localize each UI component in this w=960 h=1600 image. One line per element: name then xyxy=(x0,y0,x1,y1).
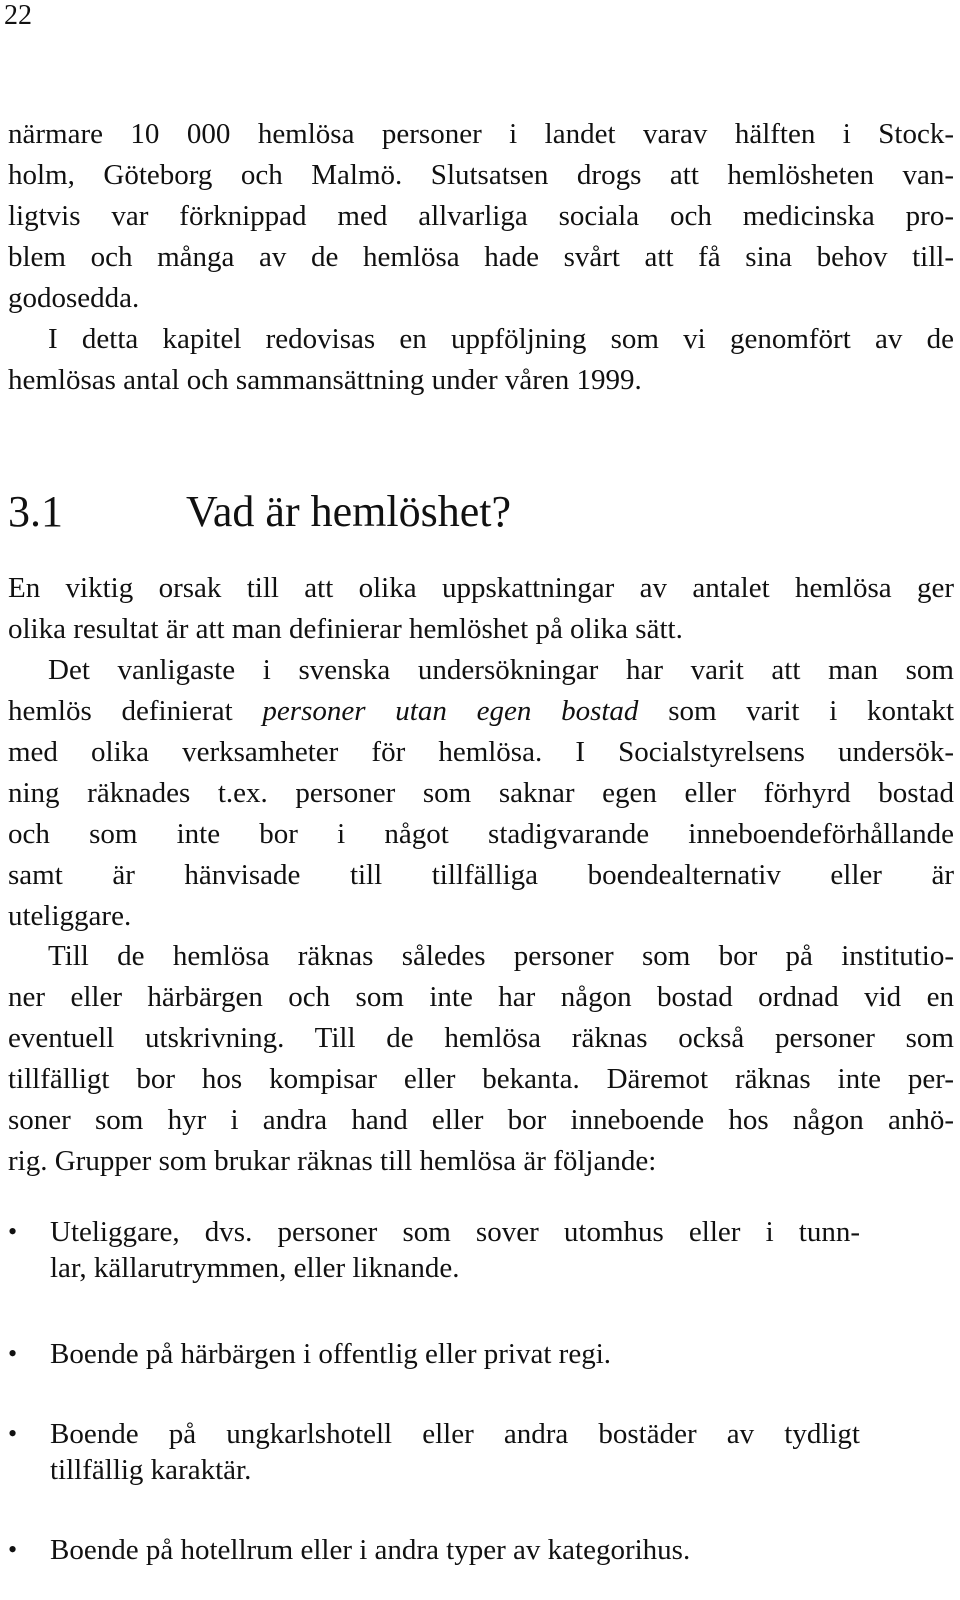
page-number: 22 xyxy=(4,0,32,31)
text-line: ning räknades t.ex. personer som saknar egen eller förhyrd bostad xyxy=(8,777,954,809)
text-line: rig. Grupper som brukar räknas till hemlösa är följande: xyxy=(8,1145,657,1177)
text-line-with-emphasis xyxy=(8,691,954,732)
text-line: närmare 10 000 hemlösa personer i landet varav hälften i Stock- xyxy=(8,118,954,150)
text-line: En viktig orsak till att olika uppskattningar av antalet hemlösa ger xyxy=(8,572,954,604)
list-item-text: tillfällig karaktär. xyxy=(50,1454,252,1486)
section-heading xyxy=(8,484,511,540)
text-line: eventuell utskrivning. Till de hemlösa räknas också personer som xyxy=(8,1022,954,1054)
text-segment: som varit i kontakt xyxy=(638,695,955,727)
text-line: godosedda. xyxy=(8,282,140,314)
text-segment: hemlös definierat xyxy=(8,695,263,727)
text-line: med olika verksamheter för hemlösa. I Socialstyrelsens undersök- xyxy=(8,736,954,768)
paragraph-1 xyxy=(8,114,954,319)
text-line: blem och många av de hemlösa hade svårt att få sina behov till- xyxy=(8,241,954,273)
bullet-icon: • xyxy=(8,1339,18,1368)
list-item-text: Boende på hotellrum eller i andra typer av kategorihus. xyxy=(50,1534,691,1566)
paragraph-2 xyxy=(8,319,954,401)
emphasis-text: personer utan egen bostad xyxy=(262,695,639,727)
bullet-icon: • xyxy=(8,1419,18,1448)
text-line: samt är hänvisade till tillfälliga boendealternativ eller är xyxy=(8,859,954,891)
text-line: uteliggare. xyxy=(8,900,132,932)
text-line: olika resultat är att man definierar hemlöshet på olika sätt. xyxy=(8,613,683,645)
paragraph-3 xyxy=(8,568,954,650)
text-line: Till de hemlösa räknas således personer som bor på institutio- xyxy=(48,940,954,972)
bullet-icon: • xyxy=(8,1535,18,1564)
text-line: holm, Göteborg och Malmö. Slutsatsen drogs att hemlösheten van- xyxy=(8,159,954,191)
bullet-icon: • xyxy=(8,1217,18,1246)
section-number: 3.1 xyxy=(8,487,63,536)
text-line: hemlösas antal och sammansättning under våren 1999. xyxy=(8,364,642,396)
text-line: och som inte bor i något stadigvarande inneboendeförhållande xyxy=(8,818,954,850)
list-item-text: Boende på härbärgen i offentlig eller privat regi. xyxy=(50,1338,611,1370)
list-item-text: lar, källarutrymmen, eller liknande. xyxy=(50,1252,460,1284)
list-item-text: Boende på ungkarlshotell eller andra bostäder av tydligt xyxy=(50,1418,860,1450)
list-item-text: Uteliggare, dvs. personer som sover utomhus eller i tunn- xyxy=(50,1216,860,1248)
text-line: ligtvis var förknippad med allvarliga sociala och medicinska pro- xyxy=(8,200,954,232)
text-line: tillfälligt bor hos kompisar eller bekanta. Däremot räknas inte per- xyxy=(8,1063,954,1095)
text-line: ner eller härbärgen och som inte har någon bostad ordnad vid en xyxy=(8,981,954,1013)
section-title: Vad är hemlöshet? xyxy=(186,487,511,536)
paragraph-4 xyxy=(8,650,954,937)
text-line: Det vanligaste i svenska undersökningar har varit att man som xyxy=(48,654,954,686)
paragraph-5 xyxy=(8,936,954,1182)
text-line: soner som hyr i andra hand eller bor inneboende hos någon anhö- xyxy=(8,1104,954,1136)
text-line: I detta kapitel redovisas en uppföljning som vi genomfört av de xyxy=(48,323,954,355)
